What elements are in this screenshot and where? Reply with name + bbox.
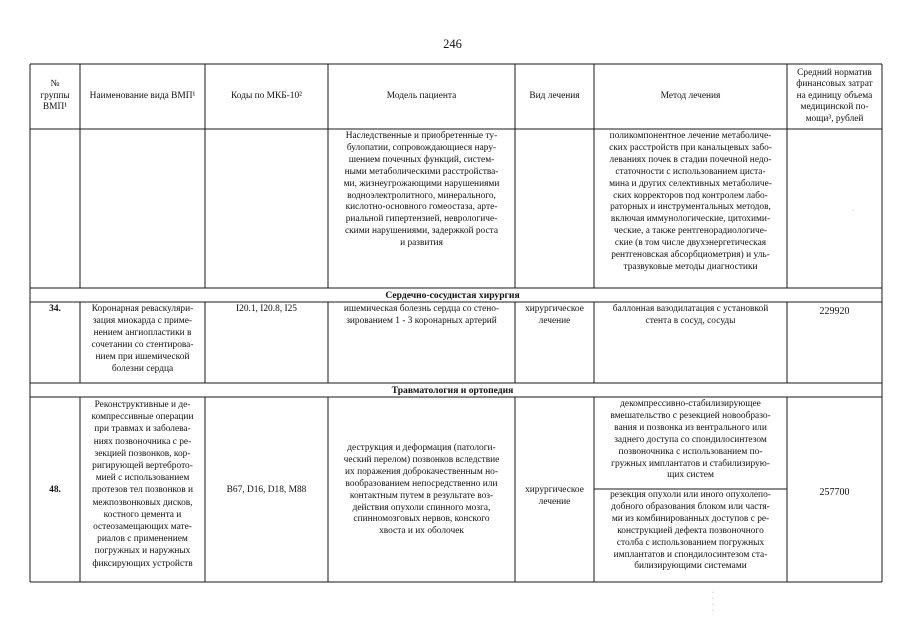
page-number: 246 (443, 37, 462, 51)
header-icd-codes: Коды по МКБ-10² (231, 90, 302, 101)
header-cost-standard: Средний норматив финансовых затрат на единицу объема медицинской по- мощи³, рублей (796, 67, 873, 124)
row48-cost: 257700 (819, 487, 850, 498)
row48-vmp-name: Реконструктивные и де- компрессивные операции при травмах и заболева- ниях позвоночника с ре- зекцией позвонков, кор- ригирующей вертеброто- мией с использованием протезов тел позвонков и межпозвонковых дисков, костного цемента и остеозамещающих мате- риалов с применением погружных и наружных фиксирующих устройств (91, 400, 194, 569)
section-traumatology-orthopedics: Травматология и ортопедия (391, 385, 514, 396)
row34-vmp-name: Коронарная реваскуляри- зация миокарда с приме- нением ангиопластики в сочетании со стентирова- нием при ишемической болезни сердца (91, 304, 194, 374)
section-cardiovascular-surgery: Сердечно-сосудистая хирургия (385, 290, 520, 301)
header-treatment-type: Вид лечения (529, 90, 580, 101)
row48-number: 48. (49, 485, 61, 495)
header-patient-model: Модель пациента (386, 90, 457, 101)
row34-cost: 229920 (819, 306, 850, 317)
row34-number: 34. (49, 304, 61, 314)
header-vmp-name: Наименование вида ВМП¹ (89, 90, 196, 101)
scan-artifact: · · · · (712, 590, 714, 614)
row34-treatment-type: хирургическое лечение (525, 304, 584, 326)
row34-icd-codes: I20.1, I20.8, I25 (236, 304, 297, 314)
header-group-number: № группы ВМП¹ (40, 78, 70, 113)
row48-patient-model: деструкция и деформация (патологи- ческий перелом) позвонков вследствие их поражения доброкачественным но- вообразованием непосредственно или контактным путем в результате воз- действия опухоли спинного мозга, спинномозговых нервов, конского хвоста и их оболочек (343, 443, 500, 537)
continued-patient-model: Наследственные и приобретенные ту- булопатии, сопровождающиеся нару- шением почечных функций, систем- ными метаболическими расстройства- ми, жизнеугрожающими нарушениями водноэлектролитного, минерального, кислотно-основного гомеостаза, арте- риальной гипертензией, неврологиче- скими нарушениями, задержкой роста и развития (343, 131, 500, 249)
row48-method-decompressive: декомпрессивно-стабилизирующее вмешательство с резекцией новообразо- вания и позвонка из вентрального или заднего доступа со спондилосинтезом позвоночника с использованием по- гружных имплантатов и стабилизирую- щих систем (610, 399, 771, 481)
row48-treatment-type: хирургическое лечение (525, 485, 584, 507)
scan-artifact: · (852, 208, 854, 214)
row48-icd-codes: B67, D16, D18, M88 (226, 485, 307, 495)
header-treatment-method: Метод лечения (660, 90, 721, 101)
continued-method: поликомпонентное лечение метаболиче- ских расстройств при канальцевых забо- леваниях почек в стадии почечной недо- статочности с использованием циста- мина и других селективных метаболиче- ских корректоров под контролем лабо- раторных и инструментальных методов, включая иммунологические, цитохими- ческие, а также рентгенорадиологиче- ские (в том числе двухэнергетическая рентгеновская абсорбциометрия) и уль- тразвуковые методы диагностики (609, 131, 772, 272)
row34-patient-model: ишемическая болезнь сердца со стено- зированием 1 - 3 коронарных артерий (343, 304, 500, 326)
row48-method-resection: резекция опухоли или иного опухолепо- добного образования блоком или частя- ми из комбинированных доступов с ре- конструкцией дефекта позвоночного столба с использованием погружных имплантатов и спондилосинтезом ста- билизирующими системами (610, 490, 771, 572)
row34-method: баллонная вазодилатация с установкой стента в сосуд, сосуды (612, 304, 769, 326)
